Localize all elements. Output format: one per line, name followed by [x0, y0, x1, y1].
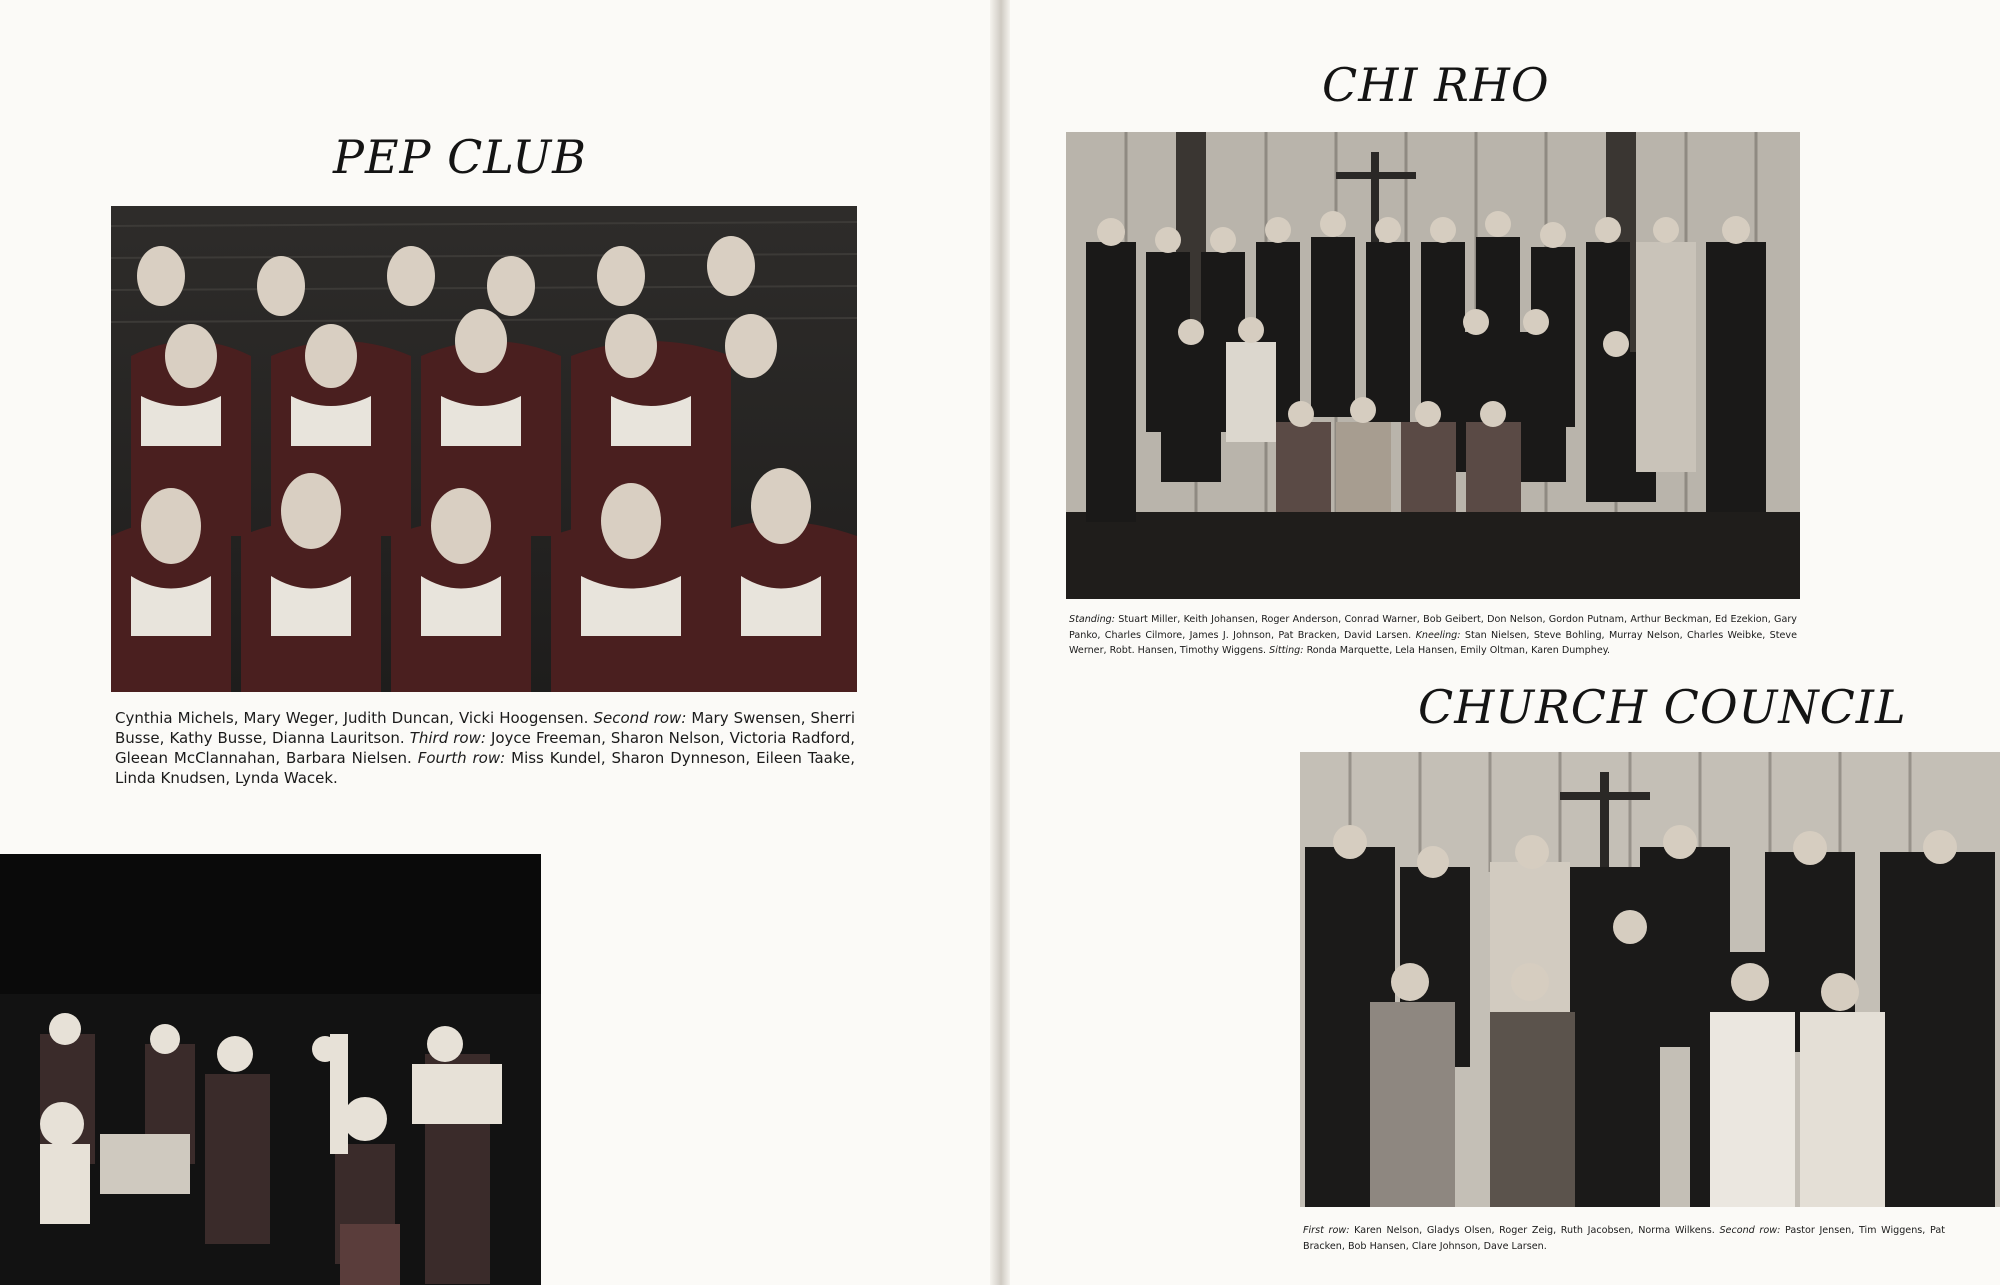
chi-rho-caption	[1069, 612, 1797, 659]
pep-caption-row-label-3: Third row:	[409, 729, 486, 747]
council-caption-second-names: Pastor Jensen, Tim Wiggens, Pat Bracken, Bob Hansen, Clare Johnson, Dave Larsen.	[1303, 1225, 1945, 1252]
pep-caption-part-3: Mary Swensen, Sherri Busse, Kathy Busse, Dianna Lauritson.	[115, 709, 855, 747]
pep-caption-row-label-4: Fourth row:	[417, 749, 506, 767]
pep-caption-part-7: Miss Kundel, Sharon Dynneson, Eileen Taake, Linda Knudsen, Lynda Wacek.	[115, 749, 855, 787]
chi-caption-sitting-names: Ronda Marquette, Lela Hansen, Emily Oltman, Karen Dumphey.	[1303, 645, 1611, 656]
pep-club-event-photo	[0, 854, 541, 1285]
pep-club-group-photo	[111, 206, 857, 692]
council-caption-row-label-first: First row:	[1303, 1225, 1350, 1236]
pep-caption-part-5: Joyce Freeman, Sharon Nelson, Victoria Radford, Gleean McClannahan, Barbara Nielsen.	[115, 729, 855, 767]
chi-rho-title: CHI RHO	[1322, 58, 1550, 112]
council-caption-first-names: Karen Nelson, Gladys Olsen, Roger Zeig, Ruth Jacobsen, Norma Wilkens.	[1349, 1225, 1720, 1236]
chi-caption-standing-names: Stuart Miller, Keith Johansen, Roger Anderson, Conrad Warner, Bob Geibert, Don Nelson, Gordon Putnam, Arthur Beckman, Ed Ezekion, Gary Panko, Charles Cilmore, James J. Johnson, Pat Bracken, David Larsen.	[1069, 614, 1797, 641]
pep-club-title: PEP CLUB	[333, 130, 587, 184]
chi-rho-group-photo	[1066, 132, 1800, 599]
chi-caption-row-label-kneeling: Kneeling:	[1415, 629, 1461, 641]
pep-club-caption	[115, 708, 855, 788]
pep-caption-part-1: Cynthia Michels, Mary Weger, Judith Duncan, Vicki Hoogensen.	[115, 709, 594, 727]
pep-caption-row-label-2: Second row:	[593, 709, 687, 727]
chi-caption-kneeling-names: Stan Nielsen, Steve Bohling, Murray Nelson, Charles Weibke, Steve Werner, Robt. Hansen, Timothy Wiggens.	[1069, 629, 1797, 656]
church-council-title: CHURCH COUNCIL	[1418, 680, 1907, 734]
church-council-caption	[1303, 1223, 1945, 1254]
chi-caption-row-label-sitting: Sitting:	[1269, 645, 1304, 656]
book-gutter	[990, 0, 1010, 1285]
church-council-group-photo	[1300, 752, 2000, 1207]
council-caption-row-label-second: Second row:	[1719, 1225, 1781, 1236]
chi-caption-row-label-standing: Standing:	[1069, 614, 1115, 625]
